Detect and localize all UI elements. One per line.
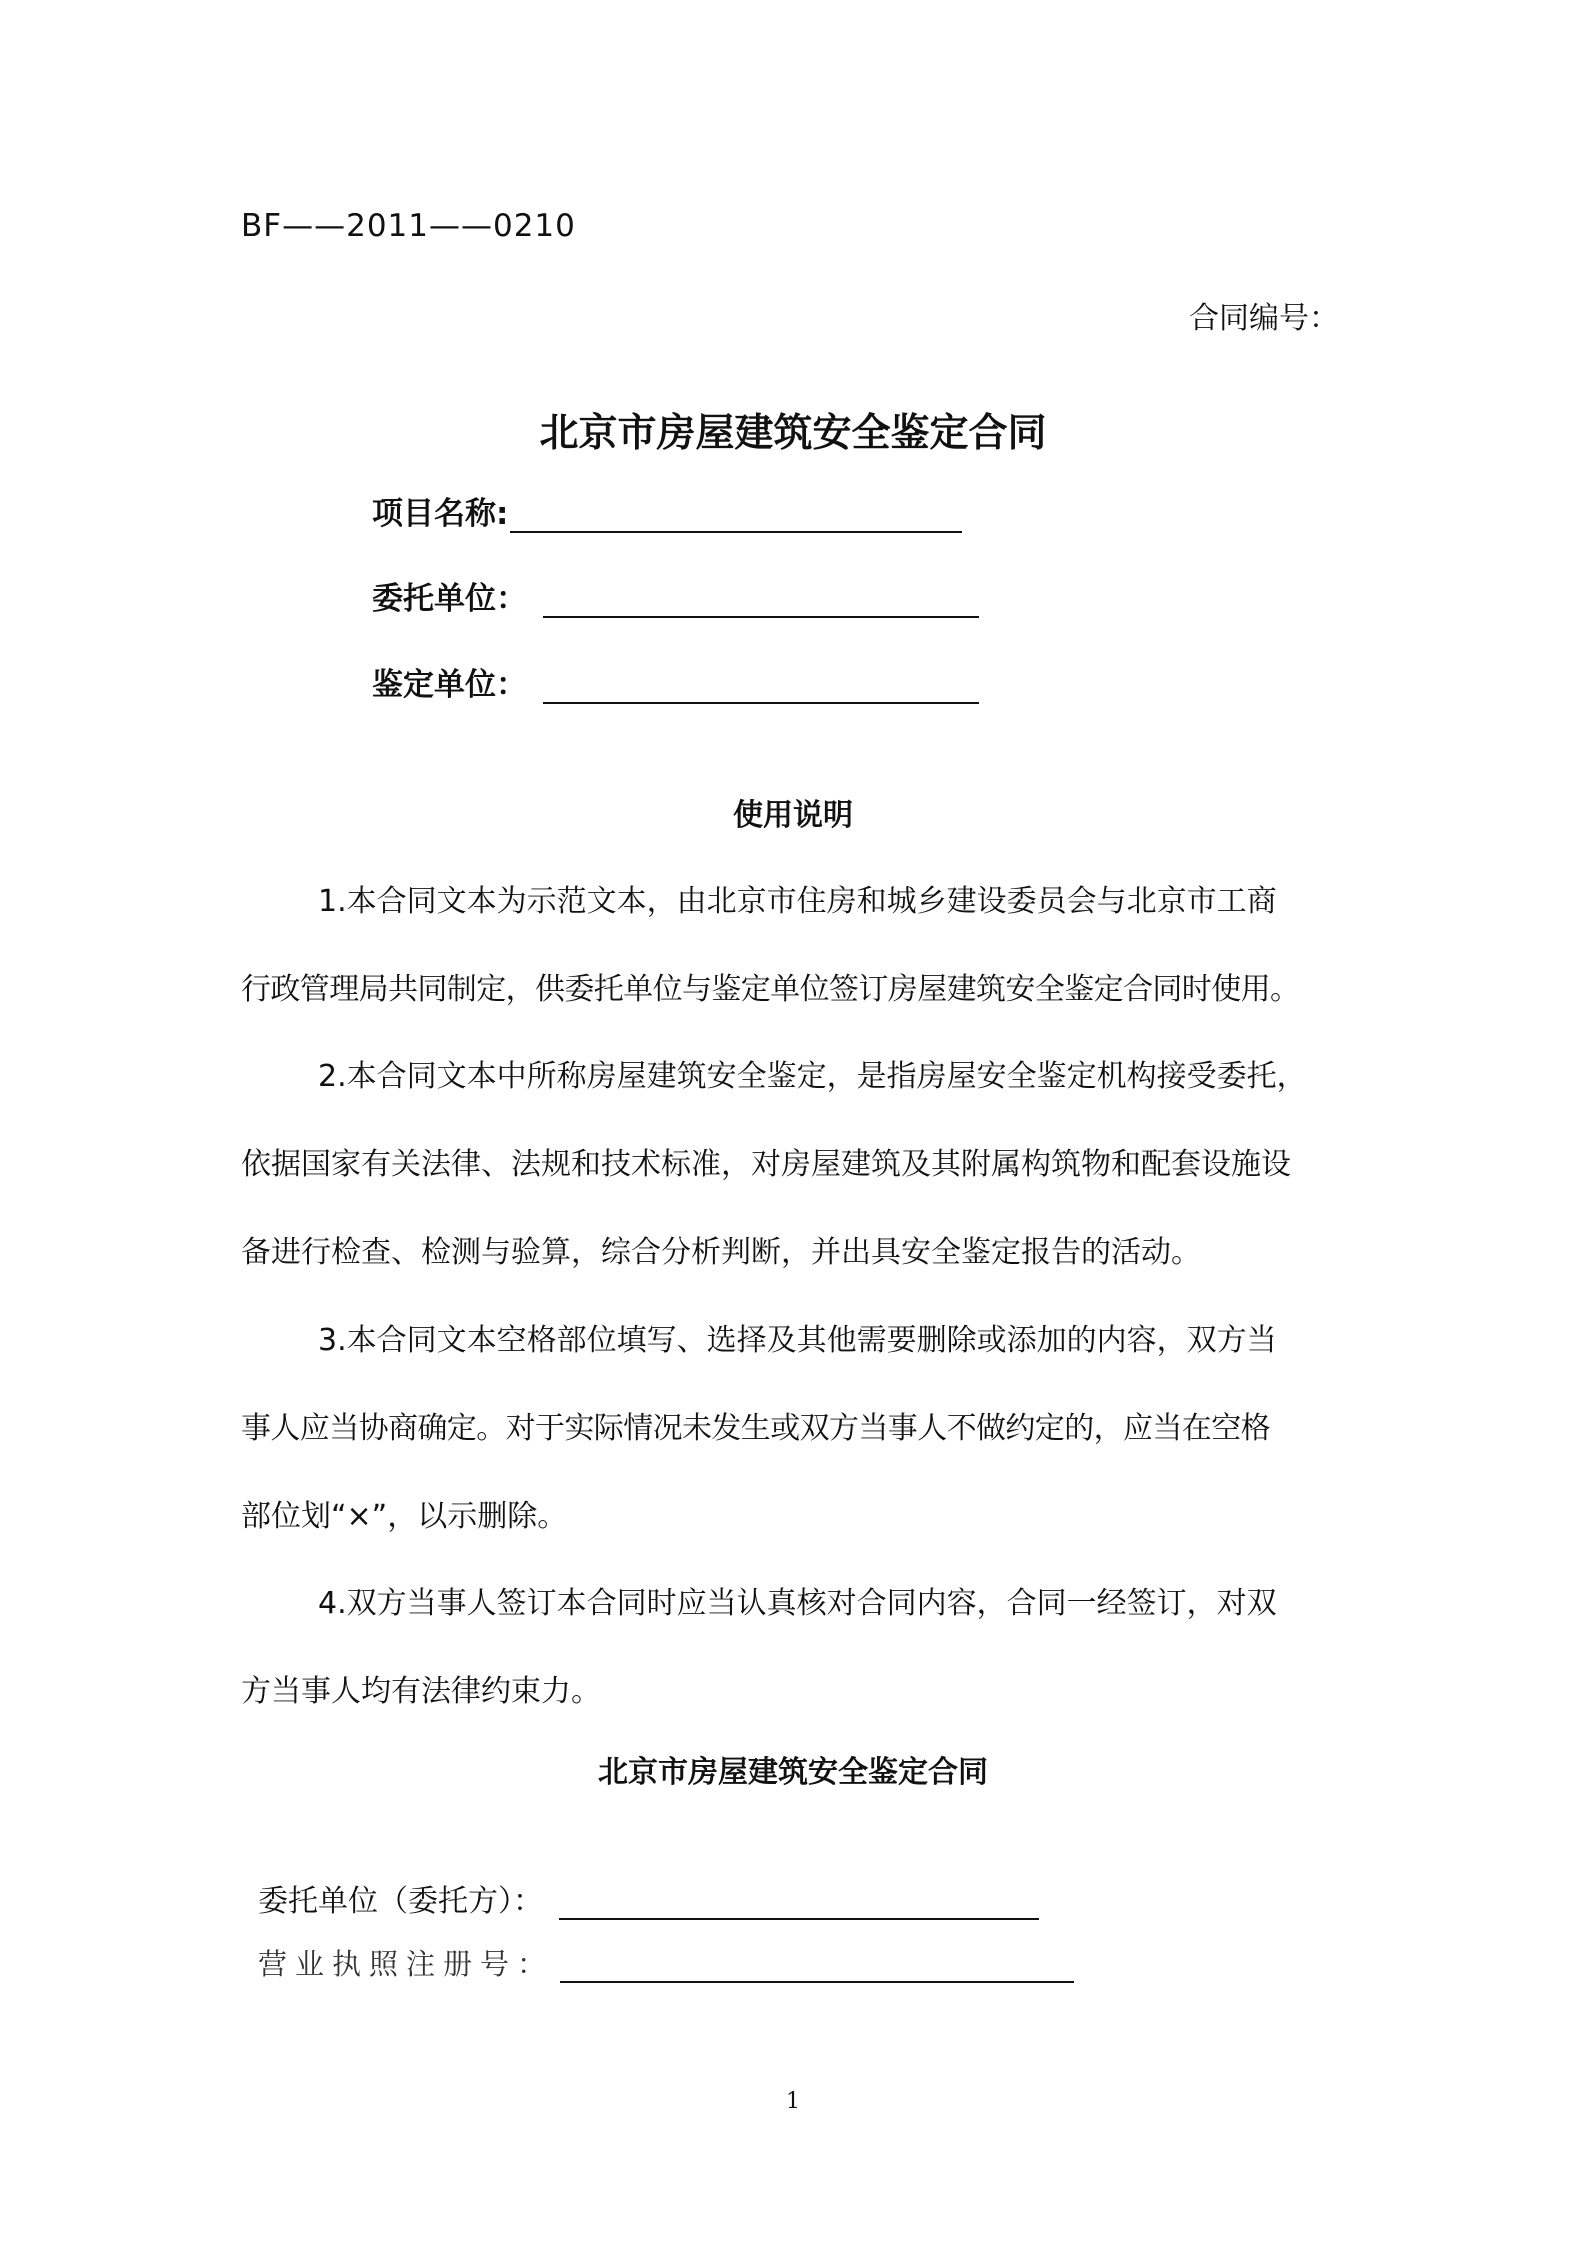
instruction-line: 2.本合同文本中所称房屋建筑安全鉴定，是指房屋安全鉴定机构接受委托， <box>318 1059 1307 1094</box>
client-party-field <box>258 1876 1039 1920</box>
document-title: 北京市房屋建筑安全鉴定合同 <box>539 411 1047 456</box>
instruction-line: 3.本合同文本空格部位填写、选择及其他需要删除或添加的内容，双方当 <box>318 1323 1277 1358</box>
instruction-line: 4.双方当事人签订本合同时应当认真核对合同内容，合同一经签订，对双 <box>318 1586 1277 1621</box>
appraisal-unit-label: 鉴定单位： <box>372 667 527 703</box>
instruction-line: 事人应当协商确定。对于实际情况未发生或双方当事人不做约定的，应当在空格 <box>241 1411 1270 1446</box>
appraisal-unit-blank[interactable] <box>543 672 979 704</box>
instruction-line: 行政管理局共同制定，供委托单位与鉴定单位签订房屋建筑安全鉴定合同时使用。 <box>241 972 1300 1007</box>
project-name-blank[interactable] <box>510 501 962 533</box>
client-party-blank[interactable] <box>559 1888 1039 1920</box>
document-code: BF——2011——0210 <box>241 208 576 244</box>
appraisal-unit-field <box>372 659 979 704</box>
client-unit-label: 委托单位： <box>372 581 527 617</box>
business-license-blank[interactable] <box>560 1951 1074 1983</box>
project-name-field <box>372 488 962 533</box>
instructions-title: 使用说明 <box>733 798 853 833</box>
project-name-label: 项目名称: <box>372 496 509 532</box>
instruction-line: 备进行检查、检测与验算，综合分析判断，并出具安全鉴定报告的活动。 <box>241 1235 1201 1270</box>
business-license-label: 营业执照注册号： <box>258 1947 555 1981</box>
business-license-field <box>258 1942 1074 1983</box>
contract-number-label: 合同编号： <box>1189 301 1339 336</box>
instruction-line: 1.本合同文本为示范文本，由北京市住房和城乡建设委员会与北京市工商 <box>318 884 1277 919</box>
client-unit-field <box>372 573 979 618</box>
instruction-line: 依据国家有关法律、法规和技术标准，对房屋建筑及其附属构筑物和配套设施设 <box>241 1147 1291 1182</box>
instruction-line: 部位划“×”，以示删除。 <box>241 1499 568 1534</box>
client-unit-blank[interactable] <box>543 586 979 618</box>
client-party-label: 委托单位（委托方）： <box>258 1884 543 1919</box>
contract-body-title: 北京市房屋建筑安全鉴定合同 <box>598 1755 988 1790</box>
instruction-line: 方当事人均有法律约束力。 <box>241 1674 601 1709</box>
page-number: 1 <box>786 2089 800 2114</box>
